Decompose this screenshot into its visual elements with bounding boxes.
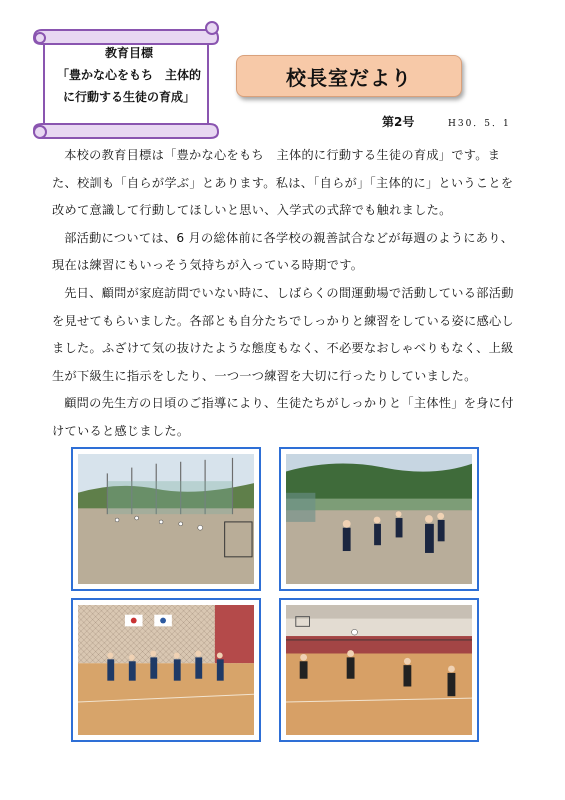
article-paragraph-1: 本校の教育目標は「豊かな心をもち 主体的に行動する生徒の育成」です。また、校訓も「自らが学ぶ」とあります。私は、「自らが」「主体的に」ということを改めて意識して行動してほしいと思い、入学式の式辞でも触れました。	[52, 148, 514, 218]
article-body	[52, 142, 522, 446]
article-paragraph-4: 顧問の先生方の日頃のご指導により、生徒たちがしっかりと「主体性」を身に付けていると感じました。	[52, 396, 514, 438]
photo-volleyball-practice	[279, 598, 479, 742]
photo-tennis-image	[286, 454, 472, 584]
photo-playground-image	[78, 454, 254, 584]
photo-playground-practice	[71, 447, 261, 591]
goal-heading: 教育目標	[104, 46, 153, 60]
article-paragraph-2: 部活動については、6 月の総体前に各学校の親善試合などが毎週のようにあり、現在は練習にもいっそう気持ちが入っている時期です。	[52, 230, 514, 273]
photo-gym-practice	[71, 598, 261, 742]
newsletter-title: 校長室だより	[236, 55, 462, 97]
education-goal-scroll	[30, 20, 222, 142]
photo-volleyball-image	[286, 605, 472, 735]
issue-number: 第2号	[382, 115, 415, 129]
article-paragraph-3: 先日、顧問が家庭訪問でいない時に、しばらくの間運動場で活動している部活動を見せてもらいました。各部とも自分たちでしっかりと練習をしている姿に感心しました。ふざけて気の抜けたような態度もなく、不必要なおしゃべりもなく、上級生が下級生に指示をしたり、一つ一つ練習を大切に行ったりしていました。	[52, 285, 514, 383]
goal-text	[50, 42, 208, 108]
goal-line-1: 「豊かな心をもち 主体的	[56, 68, 201, 82]
photo-tennis-practice	[279, 447, 479, 591]
goal-line-2: に行動する生徒の育成」	[62, 90, 195, 104]
photo-gym-image	[78, 605, 254, 735]
issue-date: H30．5．1	[448, 119, 511, 129]
